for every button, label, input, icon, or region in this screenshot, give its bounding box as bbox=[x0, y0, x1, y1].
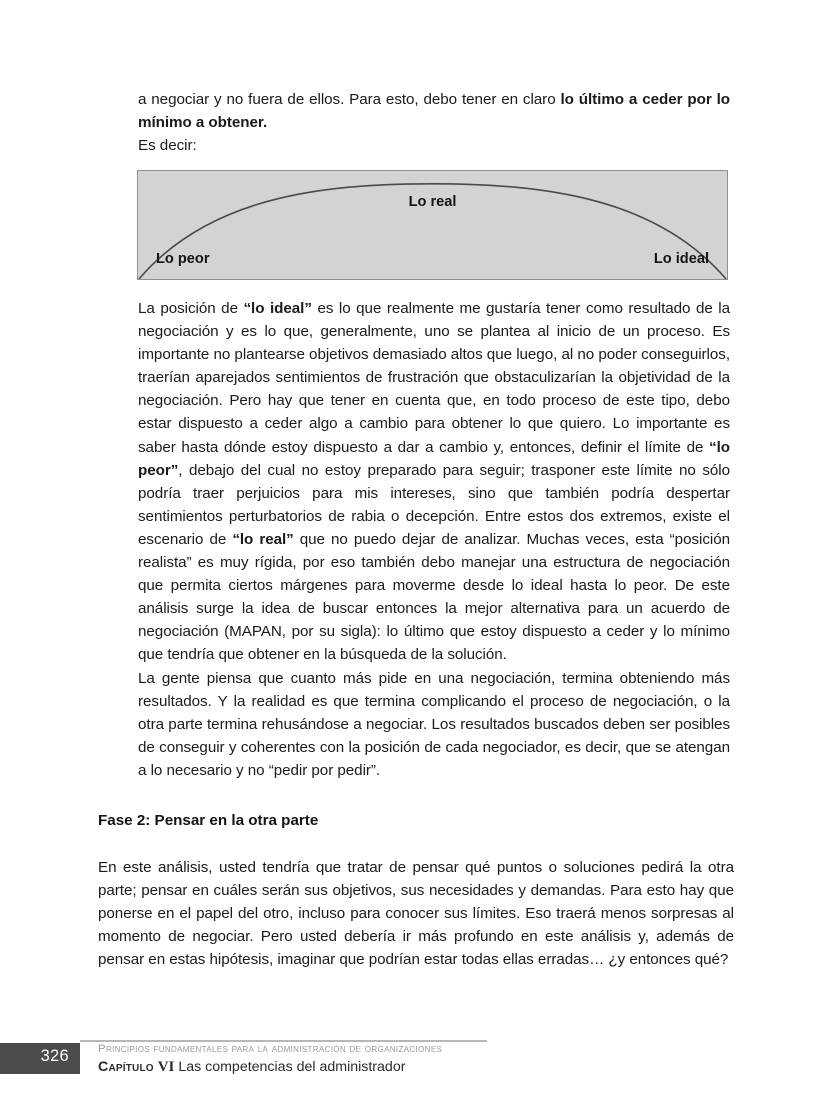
figure-label-lo-real: Lo real bbox=[408, 194, 457, 210]
figure-label-lo-ideal: Lo ideal bbox=[653, 251, 709, 267]
text-column-top bbox=[138, 88, 730, 157]
page-number-badge bbox=[0, 1043, 80, 1074]
emphasis-lo-ideal: “lo ideal” bbox=[243, 300, 312, 317]
paragraph-text: a negociar y no fuera de ellos. Para esto, debo tener en claro bbox=[138, 91, 561, 108]
emphasis-lo-peor: “lo peor” bbox=[138, 438, 730, 479]
emphasis-ultimo-ceder: lo último a ceder por lo mínimo a obtener. bbox=[138, 91, 730, 132]
text-column-lower bbox=[98, 856, 734, 971]
footer-chapter-line bbox=[98, 1058, 718, 1076]
text-column-main bbox=[138, 297, 730, 782]
figure-background bbox=[137, 170, 728, 280]
section-heading-fase-2: Fase 2: Pensar en la otra parte bbox=[98, 812, 319, 829]
paragraph-es-decir: Es decir: bbox=[138, 137, 197, 155]
footer-chapter-roman: VI bbox=[157, 1059, 175, 1075]
figure-label-lo-peor: Lo peor bbox=[156, 251, 210, 267]
page-footer bbox=[0, 1036, 828, 1096]
paragraph-text-seg4: que no puedo dejar de analizar. Muchas veces, esta “posición realista” es muy rígida, por eso también debo manejar una estructura de negociación que permita ciertos márgenes para moverme desde lo ideal hasta lo peor. De este análisis surge la idea de buscar entonces la mejor alternativa para un acuerdo de negociación (MAPAN, por su sigla): lo último que estoy dispuesto a ceder y lo mínimo que tendría que obtener en la búsqueda de la solución. bbox=[138, 530, 730, 664]
footer-chapter-title: Las competencias del administrador bbox=[178, 1059, 406, 1075]
figure-negotiation-range bbox=[137, 170, 728, 280]
arc-curve-icon bbox=[138, 171, 727, 279]
paragraph-continuation bbox=[138, 88, 730, 134]
page-number-text: 326 bbox=[40, 1047, 69, 1065]
footer-book-title: Principios fundamentales para la administración de organizaciones bbox=[98, 1043, 443, 1055]
footer-text-block bbox=[98, 1042, 718, 1076]
paragraph-text-seg3: , debajo del cual no estoy preparado para seguir; trasponer este límite no sólo podría traer perjuicios para mis intereses, sino que también podría despertar sentimientos perturbatorios de rabia o decepción. Entre estos dos extremos, existe el escenario de bbox=[138, 461, 730, 548]
paragraph-posicion-ideal bbox=[138, 297, 730, 667]
footer-chapter-label: Capítulo bbox=[98, 1059, 154, 1075]
paragraph-text-seg2: es lo que realmente me gustaría tener como resultado de la negociación y es lo que, generalmente, uno se plantea al inicio de un proceso. Es importante no plantearse objetivos demasiado altos que luego, al no poder conseguirlos, traerían aparejados sentimientos de frustración que obstaculizarían la objetividad de la negociación. Pero hay que tener en cuenta que, en todo proceso de este tipo, debo estar dispuesto a ceder algo a cambio para obtener lo que quiero. Lo importante es saber hasta dónde estoy dispuesto a dar a cambio y, entonces, definir el límite de bbox=[138, 300, 731, 456]
paragraph-en-este-analisis: En este análisis, usted tendría que tratar de pensar qué puntos o soluciones pedirá la otra parte; pensar en cuáles serán sus objetivos, sus necesidades y demandas. Para esto hay que ponerse en el papel del otro, incluso para conocer sus límites. Eso traerá menos sorpresas al momento de negociar. Pero usted debería ir más profundo en este análisis y, además de pensar en estas hipótesis, imaginar que podrían estar todas ellas erradas… ¿y entonces qué? bbox=[98, 859, 734, 969]
emphasis-lo-real: “lo real” bbox=[232, 530, 294, 548]
paragraph-la-gente-piensa: La gente piensa que cuanto más pide en una negociación, termina obteniendo más resultados. Y la realidad es que termina complicando el proceso de negociación, o la otra parte termina rehusándose a negociar. Los resultados buscados deben ser posibles de conseguir y coherentes con la posición de cada negociador, es decir, que se atengan a lo necesario y no “pedir por pedir”. bbox=[138, 669, 730, 779]
paragraph-text-seg1: La posición de bbox=[138, 300, 244, 317]
